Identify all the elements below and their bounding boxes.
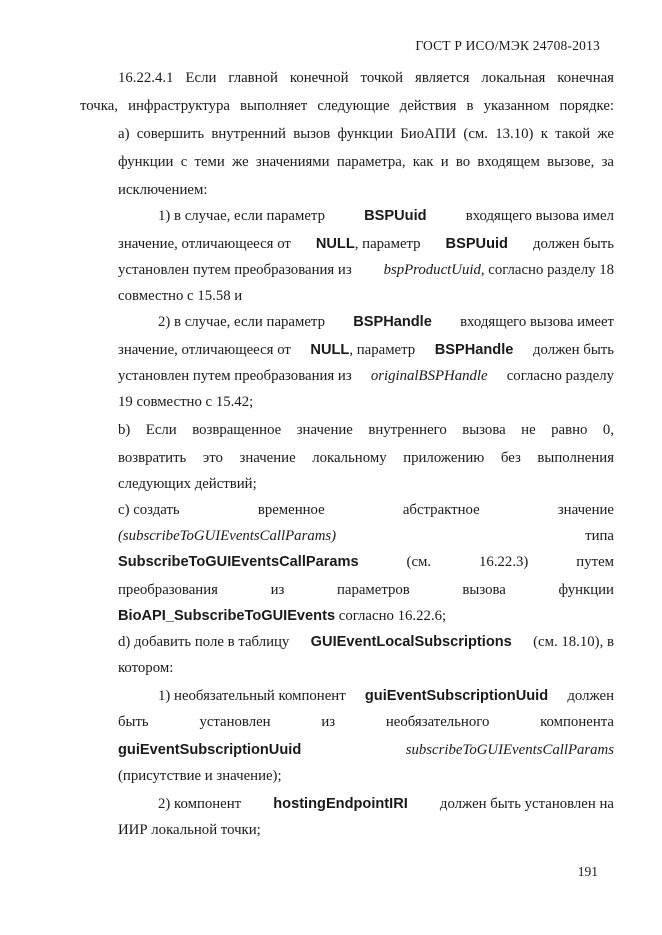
text: значение (557, 502, 614, 518)
text: быть (118, 714, 149, 730)
paragraph-line: исключением: (118, 182, 208, 198)
text: , согласно разделу 18 (480, 262, 614, 278)
paragraph-line (118, 552, 614, 572)
paragraph-line (118, 234, 614, 254)
text: , параметр (354, 236, 421, 252)
paragraph-line (118, 606, 446, 626)
text: значение, отличающееся от (118, 236, 291, 252)
text: 16.22.3) (479, 554, 529, 570)
text: d) добавить поле в таблицу (118, 634, 290, 650)
paragraph-line: ИИР локальной точки; (118, 822, 261, 838)
text: значение, отличающееся от (118, 342, 291, 358)
text: функции (558, 582, 614, 598)
italic-term: subscribeToGUIEventsCallParams (405, 742, 614, 758)
paragraph-line: b) Если возвращенное значение внутреннего вызова не равно 0, (118, 422, 614, 438)
paragraph-line (118, 526, 614, 546)
code-term: BSPHandle (434, 342, 514, 358)
text: c) создать (118, 502, 180, 518)
text: установлен путем преобразования из (118, 262, 352, 278)
code-term: hostingEndpointIRI (273, 796, 408, 812)
text: 1) в случае, если параметр (158, 208, 325, 224)
code-term: BSPUuid (445, 236, 508, 252)
italic-term: (subscribeToGUIEventsCallParams) (118, 528, 337, 544)
paragraph-line: функции с теми же значениями параметра, как и во входящем вызове, за (118, 154, 614, 170)
document-header: ГОСТ Р ИСО/МЭК 24708-2013 (415, 38, 600, 53)
text: преобразования (118, 582, 218, 598)
code-term: BSPHandle (353, 314, 432, 330)
text: должен быть (532, 236, 614, 252)
paragraph-line: следующих действий; (118, 476, 257, 492)
paragraph-line: (присутствие и значение); (118, 768, 282, 784)
text: 2) компонент (158, 796, 242, 812)
paragraph-line (118, 632, 614, 652)
paragraph-line (158, 312, 614, 332)
text: временное (257, 502, 325, 518)
text: компонента (540, 714, 614, 730)
text: должен (567, 688, 614, 704)
text: должен быть установлен на (439, 796, 614, 812)
text: входящего вызова имеет (460, 314, 614, 330)
page-number: 191 (577, 864, 598, 879)
text: из (270, 582, 285, 598)
code-term: guiEventSubscriptionUuid (118, 742, 302, 758)
paragraph-line (158, 794, 614, 814)
code-term: guiEventSubscriptionUuid (364, 688, 549, 704)
paragraph-line: возвратить это значение локальному приложению без выполнения (118, 450, 614, 466)
code-term: NULL (310, 342, 350, 358)
code-term: NULL (315, 236, 355, 252)
paragraph-line (118, 366, 614, 386)
paragraph-line: 19 совместно с 15.42; (118, 394, 254, 410)
text: из (321, 714, 336, 730)
italic-term: bspProductUuid (383, 262, 481, 278)
text: 1) необязательный компонент (158, 688, 346, 704)
text: согласно разделу (506, 368, 614, 384)
paragraph-line (118, 260, 614, 280)
text: установлен (199, 714, 271, 730)
text: абстрактное (402, 502, 480, 518)
code-term: GUIEventLocalSubscriptions (310, 634, 512, 650)
text: установлен путем преобразования из (118, 368, 352, 384)
text: типа (585, 528, 614, 544)
paragraph-line (118, 500, 614, 520)
text: входящего вызова имел (465, 208, 614, 224)
text: согласно 16.22.6; (338, 608, 447, 624)
text: вызова (462, 582, 506, 598)
italic-term: originalBSPHandle (370, 368, 488, 384)
paragraph-line (118, 340, 614, 360)
text: (см. (406, 554, 432, 570)
text: необязательного (385, 714, 490, 730)
paragraph-line: а) совершить внутренний вызов функции БиоАПИ (см. 13.10) к такой же (118, 126, 614, 142)
paragraph-line (118, 740, 614, 760)
paragraph-line (118, 580, 614, 600)
paragraph-line: 16.22.4.1 Если главной конечной точкой является локальная конечная (118, 70, 614, 86)
paragraph-line: котором: (118, 660, 174, 676)
code-term: SubscribeToGUIEventsCallParams (118, 554, 359, 570)
code-term: BSPUuid (364, 208, 427, 224)
paragraph-line (158, 206, 614, 226)
text: 2) в случае, если параметр (158, 314, 325, 330)
text: параметров (336, 582, 410, 598)
text: , параметр (349, 342, 416, 358)
text: должен быть (532, 342, 614, 358)
text: (см. 18.10), в (533, 634, 614, 650)
paragraph-line (158, 686, 614, 706)
text: путем (576, 554, 614, 570)
code-term: BioAPI_SubscribeToGUIEvents (118, 608, 336, 624)
paragraph-line (118, 712, 614, 732)
paragraph-line: точка, инфраструктура выполняет следующие действия в указанном порядке: (80, 98, 614, 114)
paragraph-line: совместно с 15.58 и (118, 288, 243, 304)
